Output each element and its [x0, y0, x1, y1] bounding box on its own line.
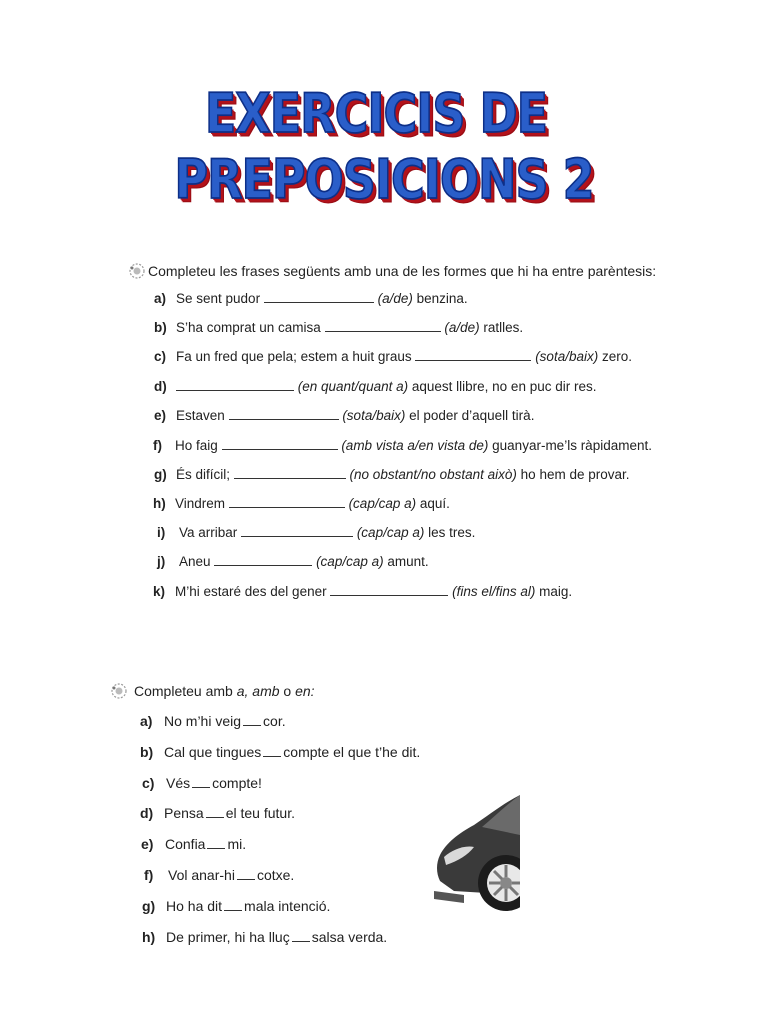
section2-instruction-mid: o: [283, 683, 292, 699]
item-label: e): [141, 836, 154, 852]
item-label: k): [153, 584, 166, 599]
item-options: (sota/baix): [342, 408, 406, 423]
item-text-before: És difícil;: [176, 467, 231, 482]
section2-instruction-options: a, amb: [236, 683, 280, 699]
answer-blank[interactable]: [214, 555, 312, 566]
car-illustration: [434, 795, 520, 920]
answer-blank[interactable]: [206, 807, 224, 818]
item-text-before: Confia: [165, 836, 206, 852]
section1-item: [153, 496, 450, 511]
answer-blank[interactable]: [237, 869, 255, 880]
item-label: g): [154, 467, 167, 482]
section1-item: [154, 291, 468, 306]
item-text-after: el teu futur.: [225, 805, 295, 821]
item-label: c): [142, 775, 155, 791]
answer-blank[interactable]: [263, 746, 281, 757]
answer-blank[interactable]: [330, 585, 448, 596]
section1-item: [154, 408, 534, 423]
title-line-1: EXERCICIS DE: [204, 81, 548, 145]
answer-blank[interactable]: [292, 931, 310, 942]
item-label: f): [144, 867, 154, 883]
answer-blank[interactable]: [192, 777, 210, 788]
section1-item: [154, 467, 630, 482]
answer-blank[interactable]: [234, 468, 346, 479]
section2-item: [140, 805, 295, 821]
item-label: d): [154, 379, 167, 394]
item-text-after: ho hem de provar.: [520, 467, 630, 482]
item-options: (a/de): [377, 291, 413, 306]
item-text-before: S’ha comprat un camisa: [176, 320, 321, 335]
item-text-after: benzina.: [416, 291, 468, 306]
item-label: h): [153, 496, 166, 511]
answer-blank[interactable]: [229, 409, 339, 420]
section1-item: [157, 525, 475, 540]
item-label: i): [157, 525, 166, 540]
item-options: (en quant/quant a): [297, 379, 409, 394]
section1-item: [157, 554, 429, 569]
item-options: (cap/cap a): [348, 496, 417, 511]
item-label: a): [154, 291, 167, 306]
section2-item: [141, 836, 246, 852]
item-text-after: cotxe.: [256, 867, 295, 883]
section2-item: [144, 867, 294, 883]
item-label: j): [157, 554, 166, 569]
item-text-before: Ho ha dit: [166, 898, 223, 914]
item-text-before: Pensa: [164, 805, 204, 821]
item-text-after: el poder d’aquell tirà.: [409, 408, 535, 423]
item-text-before: Aneu: [179, 554, 211, 569]
section2-item: [140, 713, 286, 729]
item-text-after: amunt.: [387, 554, 429, 569]
answer-blank[interactable]: [241, 526, 353, 537]
item-text-after: mala intenció.: [244, 898, 331, 914]
item-text-after: cor.: [263, 713, 286, 729]
item-options: (cap/cap a): [316, 554, 384, 569]
item-options: (cap/cap a): [356, 525, 425, 540]
item-label: c): [154, 349, 167, 364]
item-label: h): [142, 929, 156, 945]
section1-instruction: [126, 262, 656, 280]
item-options: (a/de): [444, 320, 480, 335]
section2-item: [140, 744, 420, 760]
item-text-after: compte el que t’he dit.: [283, 744, 421, 760]
answer-blank[interactable]: [176, 380, 294, 391]
item-text-before: De primer, hi ha lluç: [166, 929, 290, 945]
section2-instruction: [108, 682, 315, 700]
section1-item: [154, 320, 523, 335]
item-text-before: Se sent pudor: [176, 291, 261, 306]
item-text-after: compte!: [212, 775, 262, 791]
answer-blank[interactable]: [207, 838, 225, 849]
answer-blank[interactable]: [415, 350, 531, 361]
section1-item: [153, 584, 572, 599]
item-label: b): [154, 320, 167, 335]
section2-item: [142, 929, 387, 945]
item-label: g): [142, 898, 156, 914]
item-label: e): [154, 408, 167, 423]
item-text-after: salsa verda.: [311, 929, 388, 945]
item-label: a): [140, 713, 153, 729]
item-options: (fins el/fins al): [452, 584, 536, 599]
item-text-before: Estaven: [176, 408, 225, 423]
section1-instruction-text: Completeu les frases següents amb una de les formes que hi ha entre parèntesis:: [148, 263, 657, 279]
item-options: (no obstant/no obstant això): [349, 467, 517, 482]
answer-blank[interactable]: [229, 497, 345, 508]
item-label: f): [153, 438, 162, 453]
item-text-before: M’hi estaré des del gener: [175, 584, 327, 599]
item-text-before: Cal que tingues: [164, 744, 262, 760]
item-text-after: les tres.: [428, 525, 476, 540]
answer-blank[interactable]: [264, 292, 374, 303]
section2-instruction-last: en:: [295, 683, 315, 699]
item-text-after: aquest llibre, no en puc dir res.: [411, 379, 597, 394]
item-text-before: Va arribar: [179, 525, 238, 540]
item-text-after: zero.: [601, 349, 632, 364]
item-text-after: aquí.: [419, 496, 450, 511]
section2-item: [142, 775, 262, 791]
section1-item: [154, 349, 632, 364]
item-label: d): [140, 805, 154, 821]
section2-item: [142, 898, 330, 914]
item-text-after: mi.: [227, 836, 247, 852]
exercise-bullet-icon: [126, 262, 146, 280]
item-options: (amb vista a/en vista de): [341, 438, 489, 453]
item-label: b): [140, 744, 154, 760]
title-line-2: PREPOSICIONS 2: [174, 147, 594, 211]
item-text-after: ratlles.: [483, 320, 524, 335]
item-text-before: Vés: [166, 775, 191, 791]
item-text-before: Vindrem: [175, 496, 226, 511]
item-text-after: maig.: [539, 584, 573, 599]
item-text-before: Ho faig: [175, 438, 218, 453]
item-text-before: No m’hi veig: [164, 713, 242, 729]
item-options: (sota/baix): [535, 349, 599, 364]
answer-blank[interactable]: [224, 900, 242, 911]
item-text-before: Vol anar-hi: [168, 867, 235, 883]
section1-item: [154, 379, 596, 394]
answer-blank[interactable]: [243, 715, 261, 726]
answer-blank[interactable]: [325, 321, 441, 332]
answer-blank[interactable]: [222, 439, 338, 450]
item-text-after: guanyar-me’ls ràpidament.: [492, 438, 652, 453]
item-text-before: Fa un fred que pela; estem a huit graus: [176, 349, 412, 364]
section1-item: [153, 438, 652, 453]
exercise-bullet-icon: [108, 682, 128, 700]
section2-instruction-prefix: Completeu amb: [134, 683, 233, 699]
